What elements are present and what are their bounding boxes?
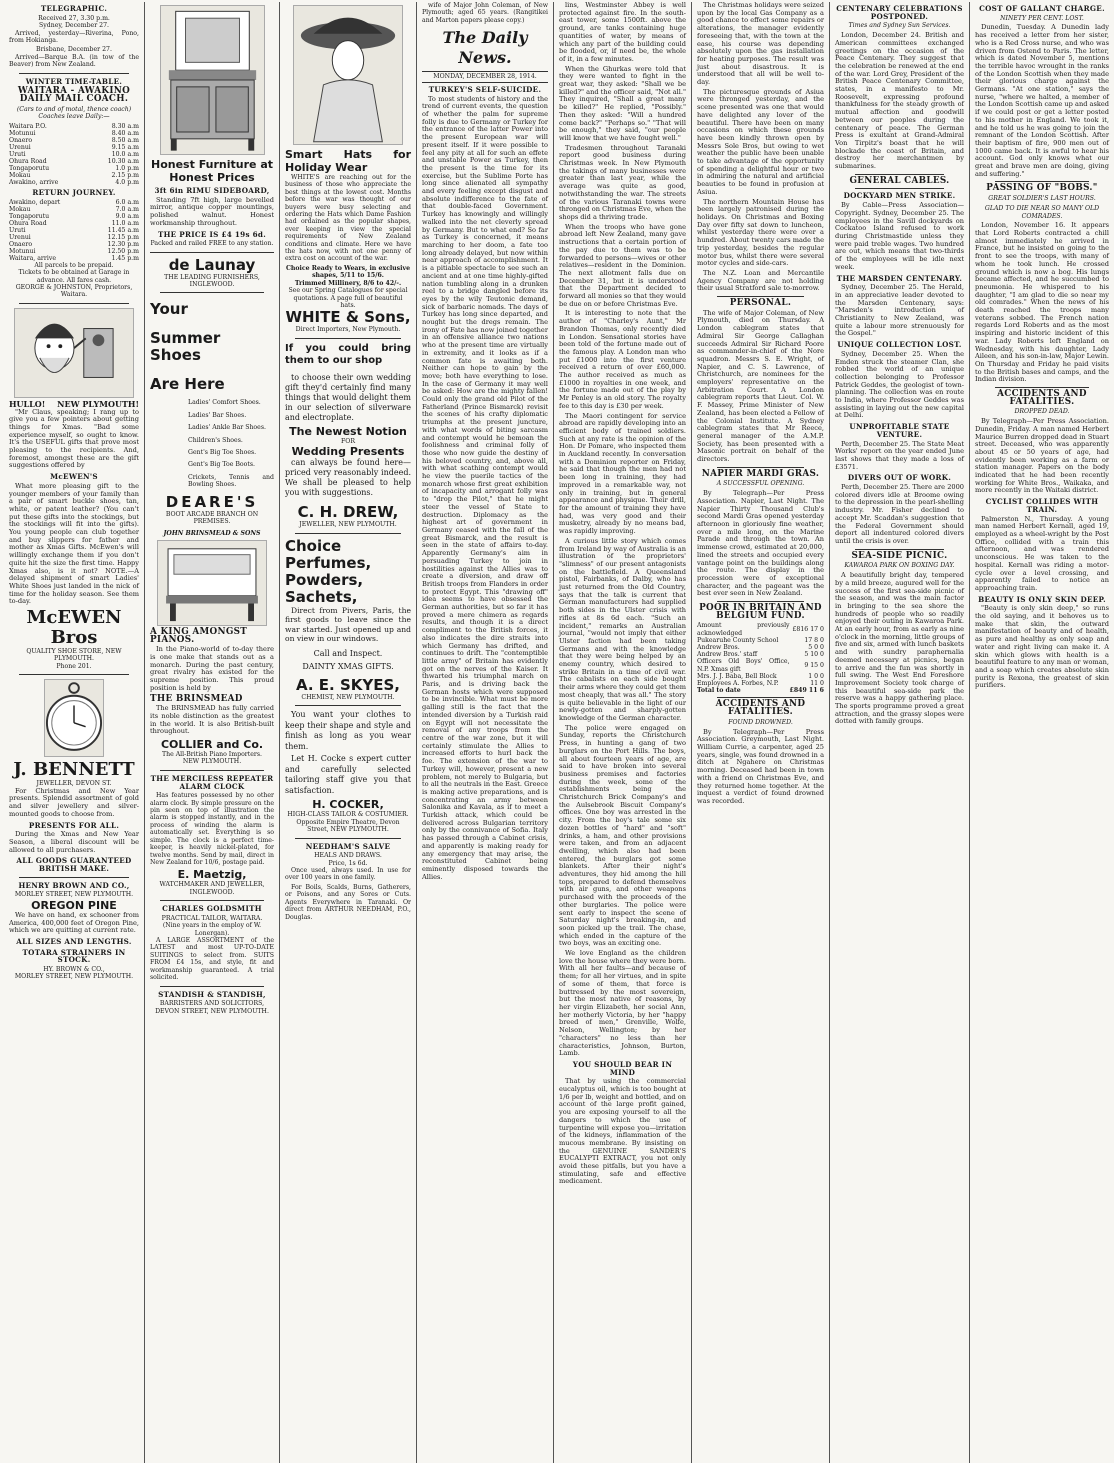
- mcewen-bros-phone: Phone 201.: [56, 662, 92, 670]
- shoes-list-item: Gent's Big Toe Boots.: [188, 461, 255, 469]
- merciless-heading: THE MERCILESS REPEATER ALARM CLOCK: [150, 773, 274, 791]
- coach-subheading: (Cars to and of motal, thence coach) Coaches leave Daily:—: [16, 105, 132, 121]
- shoes-list-item: Ladies' Comfort Shoes.: [188, 399, 261, 407]
- bobs-heading: PASSING OF "BOBS.": [986, 183, 1098, 194]
- shoes-list-item: Children's Shoes.: [188, 436, 243, 444]
- column-4: [417, 2, 554, 1463]
- dropped-dead-heading: DROPPED DEAD.: [1014, 408, 1070, 416]
- hats-catalogue: See our Spring Catalogues for special quotations. A page full of beautiful hats.: [288, 287, 408, 309]
- timetable-row: Mokau 7.0 a.m: [9, 205, 139, 213]
- cyclist-body: Palmerston N., Thursday. A young man named Herbert Kernall, aged 19, employed as a wheel-wright by the Post Office, collided with a train this afternoon, and was rendered unconscious. He was taken to the hospital. Kernall was riding a motor-cycle over a level crossing, and apparently failed to notice an approaching train.: [975, 514, 1109, 592]
- news-paragraph: Tradesmen throughout Taranaki report good business during Christmas week. In New Plymouth the takings of many businesses were greater than last year, while the average was quite as good, notwithstanding the war. The streets of the various Taranaki towns were thronged on Christmas Eve, when the shops did a thriving trade.: [559, 143, 686, 221]
- king-pianos-heading: A KING AMONGST PIANOS.: [150, 626, 248, 645]
- sideboard-heading: 3ft 6in RIMU SIDEBOARD,: [154, 186, 270, 195]
- goldsmith-heading: CHARLES GOLDSMITH: [162, 904, 262, 914]
- marsden-body: Sydney, December 25. The Herald, in an appreciative leader devoted to the Marsden Centenary, says: "Marsden's introduction of Christianity to New Zealand, was quite a labour more strenuously for the Gospel.": [835, 283, 964, 338]
- timetable-note: Tickets to be obtained at Garage in advance. All fares cash.: [18, 269, 130, 284]
- call-inspect: Call and Inspect.: [313, 648, 383, 658]
- collier-town: NEW PLYMOUTH.: [182, 758, 242, 766]
- accidents-heading-2: ACCIDENTS AND FATALITIES.: [997, 389, 1087, 407]
- editorial-headline: TURKEY'S SELF-SUICIDE.: [428, 84, 542, 94]
- news-paragraph: The N.Z. Loan and Mercantile Agency Company are not holding their usual Stratford sale to-morrow.: [697, 268, 824, 293]
- tele-line: Received 27, 3.30 p.m.: [38, 14, 110, 22]
- personal-heading: PERSONAL.: [729, 298, 792, 309]
- column-5: [554, 2, 692, 1463]
- fund-row: Employees A. Forbes, N.P. 11 0: [697, 680, 824, 688]
- hats-trimmed: Trimmed Millinery, 8/6 to 42/-.: [294, 279, 402, 287]
- deares-heading: DEARE'S: [165, 492, 259, 511]
- sideboard-text: Standing 7ft high, large bevelled mirror, antique copper mountings, polished walnut. Honest workmanship throughout.: [150, 195, 274, 227]
- return-journey-heading: RETURN JOURNEY.: [32, 188, 116, 198]
- fund-row: Amount previously acknowledged £816 17 0: [697, 622, 824, 637]
- standish-heading: STANDISH & STANDISH,: [158, 989, 266, 999]
- maetzig-heading: E. Maetzig,: [177, 868, 247, 882]
- timetable-row: Motunui 8.40 a.m: [9, 130, 139, 138]
- sea-side-picnic-heading: SEA-SIDE PICNIC.: [851, 550, 948, 561]
- dainty-gifts: DAINTY XMAS GIFTS.: [302, 662, 394, 672]
- choice-text: Direct from Pivers, Paris, the first goods to leave since the war started. Just opened up and on view in our windows.: [285, 605, 411, 644]
- price-sub: Packed and railed FREE to any station.: [150, 240, 274, 248]
- fund-table: [697, 622, 824, 694]
- timetable-row: Uruti 11.45 a.m: [9, 226, 139, 234]
- fund-row: Andrew Bros. 5 0 0: [697, 644, 824, 652]
- merciless-text: Has features possessed by no other alarm clock. By simple pressure on the pin seen on top of illustration the alarm is stopped instantly, and in the process of winding the alarm is automatically set. Everything is so simple. The clock is a perfect time-keeper, is heavily nickel-plated, for twelve months. Send by mail, direct in New Zealand for 10/6, postage paid.: [150, 792, 274, 866]
- timetable-row: Ohura Road 10.30 a.m: [9, 158, 139, 166]
- general-cables-heading: GENERAL CABLES.: [849, 175, 950, 186]
- bobs-sub-2: GLAD TO DIE NEAR SO MANY OLD COMRADES.: [984, 204, 1100, 220]
- column-7: [830, 2, 970, 1463]
- morley-street: MORLEY STREET, NEW PLYMOUTH.: [14, 973, 134, 981]
- hats-choice: Choice Ready to Wears, in exclusive shapes, 5/11 to 15/6.: [285, 264, 411, 280]
- mcewens-ad-text: What more pleasing gift to the younger members of your family than a pair of smart buckle shoes, tan, white, or patent leather? (You can't put these gifts into the stockings, but the stockings will fit into the gifts). You young people can club together and buy slippers for father and mother as Xmas Gifts. McEwen's will willingly exchange them if you don't quite hit the size the first time. Happy Xmas also, is it not? NOTE.—A delayed shipment of smart Ladies' White Shoes just landed in the nick of time for the holiday season. See them to-day.: [9, 481, 139, 606]
- all-sizes-heading: ALL SIZES AND LENGTHS.: [16, 936, 132, 946]
- telegraphic-heading: TELEGRAPHIC.: [40, 4, 108, 13]
- gallant-charge-body: Dunedin, Tuesday. A Dunedin lady has received a letter from her sister, who is a Red Cross nurse, and who was driven from Ostend to Paris. The letter, which is dated November 5, mentions the terrible havoc wrought in the ranks of the London Scottish when they made their glorious charge against the Germans. "At one station," says the nurse, "where we halted, a member of the London Scottish came up and asked if we could post or get a letter posted to his mother in England. We took it, and he told us he was going to join the remnant of the London Scottish. After their baptism of fire, 900 men out of 1000 came back. It is awful to hear his account. God only knows what our great and brave men are doing, giving and suffering.": [975, 23, 1109, 178]
- bring-text: to choose their own wedding gift they'd certainly find many things that would delight them in our selection of silverware and electroplate.: [285, 372, 411, 422]
- news-paragraph: We love England as the children love the house where they were born. With all her faults—and because of them; for all her virtues, and in spite of some of them, that force is buttressed by the most sovereign, but the most native of reasons, by her virgin Elizabeth, her social Ann, her motherly Victoria, by her "happy breed of men," Grenville, Wolfe, Nelson, Wellington; by her "characters" no less than her characteristics, Johnson, Burton, Lamb.: [559, 949, 686, 1058]
- beauty-body: "Beauty is only skin deep," so runs the old saying, and it behoves us to make that skin, the outward manifestation of beauty and of health, as pure and healthy as only soap and water and right living can make it. A skin which glows with health is a beautiful feature to any man or woman, and a soap which creates absolute skin purity is Rexona, the greatest of skin purifiers.: [975, 604, 1109, 690]
- gallant-charge-sub: NINETY PER CENT. LOST.: [1000, 14, 1084, 22]
- column-8: [970, 2, 1114, 1463]
- column-6: [692, 2, 830, 1463]
- cocker-ad-text: You want your clothes to keep their shape and style and finish as long as you wear them.: [285, 710, 411, 751]
- honest-furniture-heading: Honest Furniture at Honest Prices: [151, 158, 273, 184]
- wedding-text: can always be found here—priced very reasonably indeed. We shall be pleased to help you with suggestions.: [285, 458, 411, 498]
- hy-brown-sign: HY. BROWN & CO.,: [43, 966, 105, 974]
- mcewens-heading: McEWEN'S: [50, 472, 98, 482]
- needham-price: Price, 1s 6d.: [328, 859, 368, 867]
- goldsmith-sub: PRACTICAL TAILOR, WAITARA.: [161, 914, 263, 922]
- news-paragraph: When the troops who have gone abroad left New Zealand, many gave instructions that a certain portion of the pay due to them was to be forwarded to persons—wives or other relatives—resident in the Dominion. The next allotment falls due on December 31, but it is understood that the Department decided to forward all monies so that they would be due on or before Christmas Eve.: [559, 222, 686, 308]
- totara-heading: TOTARA STRAINERS IN STOCK.: [22, 947, 126, 965]
- column-4-top-text: wife of Major John Coleman, of New Plymouth; aged 65 years. (Rangitikei and Marton papers please copy.): [422, 2, 548, 24]
- napier-subheading: A SUCCESSFUL OPENING.: [716, 480, 805, 488]
- accidents-heading: ACCIDENTS AND FATALITIES.: [715, 699, 806, 718]
- bobs-sub: GREAT SOLDIER'S LAST HOURS.: [988, 195, 1096, 203]
- goldsmith-text-2: A LARGE ASSORTMENT of the LATEST and most UP-TO-DATE SUITINGS to select from. SUITS FROM £4 15s, and style, fit and workmanship guaranteed. A trial solicited.: [150, 937, 274, 982]
- price-heading: THE PRICE IS £4 19s 6d.: [157, 229, 267, 239]
- dropped-dead-body: By Telegraph—Per Press Association. Dunedin, Friday. A man named Herbert Maurice Burren dropped dead in Stuart street. Deceased, who was apparently about 45 or 50 years of age, had evidently been working as a farm or station manager. Papers on the body indicated that he had been recently working for White Bros., Waikaka, and more recently in the Waitaki district.: [975, 417, 1109, 495]
- picnic-body: A beautifully bright day, tempered by a mild breeze, augured well for the success of the first sea-side picnic of the season, and was the main factor in bringing to the sea shore the hundreds of people who so readily enjoyed their outing in Kawaroa Park. At an early hour, from as early as nine o'clock in the morning, little groups of five and six, armed with lunch baskets and with sundry paraphernalia deemed necessary at picnics, began to arrive and the fun was shortly in full swing. The West End Foreshore Improvement Society took charge of this beautiful sea-side park the reserve was a happy gathering place. The sports programme proved a great attraction, and the grassy slopes were dotted with family groups.: [835, 571, 964, 726]
- needham-heading: NEEDHAM'S SALVE: [305, 841, 391, 851]
- gallant-charge-heading: COST OF GALLANT CHARGE.: [979, 4, 1105, 13]
- whites-heading: WHITE & Sons,: [285, 308, 411, 327]
- guaranteed-heading: ALL GOODS GUARANTEED BRITISH MAKE.: [16, 856, 132, 874]
- timetable-row: Uruti 10.0 a.m: [9, 151, 139, 159]
- shoes-list-item: Ladies' Ankle Bar Shoes.: [188, 424, 266, 432]
- piano-illustration: [157, 540, 267, 626]
- news-paragraph: When the Ghurkas were told that they were wanted to fight in the great war, they asked: "Shall we be killed?" and the officer said, "Not all." They inquired, "Shall a great many be killed?" He replied, "Possibly." Then they asked: "Will a hundred come back?" "Perhaps so." "That will be enough," they said, "our people will know that we have fought well.": [559, 64, 686, 142]
- timetable-row: Motunui 12.50 p.m: [9, 247, 139, 255]
- timetable-row: Tongaporutu 9.0 a.m: [9, 212, 139, 220]
- fund-total-row: Total to date £849 11 6: [697, 687, 824, 695]
- news-paragraph: The picturesque grounds of Asiua were thronged yesterday, and the scene presented was one that would have delighted any lover of the beautiful. There have been on many occasions on which these grounds have been kindly thrown open by Messrs Sole Bros, but owing to wet weather the public have been unable to take advantage of the opportunity of spending a delightful hour or two in admiring the natural and artificial beauties to be found in profusion at Asiua.: [697, 87, 824, 196]
- timetable-row: Urenui 9.15 a.m: [9, 144, 139, 152]
- news-paragraph: The Christmas holidays were seized upon by the local Gas Company as a good chance to effect some repairs or alterations, the manager evidently foreseeing that, with the town at the ease, his course was depending absolutely upon the gas installation for heating purposes. The result was just about disastrous. It is understood that all will be well to-day.: [697, 2, 824, 87]
- centenary-body: London, December 24. British and American committees exchanged greetings on the occasion of the Peace Centenary. They suggest that the celebration be renewed at the end of the war. Lord Grey, President of the British Peace Centenary Committee, states, in a manifesto to Mr. Roosevelt, expressing profound thankfulness for the steady growth of mutual affection and goodwill between our peoples during the centenary of peace. The German Press is exultant at Grand-Admiral Von Tirpitz's boast that he will blockade the coast of Britain, and destroy her merchantmen by submarines.: [835, 31, 964, 171]
- whites-sub: Direct Importers, New Plymouth.: [295, 326, 401, 334]
- cocker-heading: H. COCKER,: [312, 798, 384, 812]
- bennett-ad-text-2: During the Xmas and New Year Season, a liberal discount will be allowed to all purchasers.: [9, 830, 139, 854]
- masthead: The Daily News.: [442, 28, 528, 68]
- bear-in-mind-heading: YOU SHOULD BEAR IN MIND: [572, 1059, 673, 1077]
- state-venture-heading: UNPROFITABLE STATE VENTURE.: [849, 422, 950, 439]
- new-plymouth-text: NEW PLYMOUTH!: [57, 398, 139, 409]
- column-1: [4, 2, 145, 1463]
- bennett-ad-text: For Christmas and New Year presents. Splendid assortment of gold and silver jewellery and silver-mounted goods to choose from.: [9, 786, 139, 818]
- needham-text-3: For Boils, Scalds, Burns, Gatherers, or Poisons, and any Sores or Cuts. Agents Everywhere in Taranaki. Or direct from ARTHUR NEEDHAM, P.O., Douglas.: [285, 883, 411, 921]
- timetable-row: Onaero 12.30 p.m: [9, 240, 139, 248]
- news-paragraph: The Maori contingent for service abroad are rapidly developing into an efficient body of trained soldiers. Such at any rate is the opinion of the Hon. Dr Pomare, who inspected them in Auckland recently. In conversation with a Dominion reporter on Friday, he said that though the men had not been long in training, they had improved in a remarkable way, not only in training, but in general appearance and physique. Their drill, for the amount of training they have had, was very good and their musketry, already by no means bad, was rapidly improving.: [559, 411, 686, 536]
- summer-shoes-text: Summer Shoes: [150, 329, 221, 365]
- standish-sub: BARRISTERS AND SOLICITORS, DEVON STREET, NEW PLYMOUTH.: [155, 1000, 269, 1015]
- dockyard-body: By Cable—Press Association—Copyright. Sydney, December 25. The employees in the Savill dockyards on Cockatoo Island refused to work during Christmastide unless they were paid treble wages. Two hundred are out, which means that two-thirds of the employees will be idle next week.: [835, 201, 964, 271]
- drew-sub: JEWELLER, NEW PLYMOUTH.: [299, 521, 397, 529]
- mcewen-bros-heading: McEWEN Bros: [26, 607, 122, 649]
- bennett-sub: JEWELLER, DEVON ST.: [36, 780, 112, 788]
- timetable-row: Urenui 12.15 p.m: [9, 233, 139, 241]
- smart-hats-heading: Smart Hats for Holiday Wear: [285, 148, 411, 174]
- santa-ad-text: "Mr Claus, speaking; I rang up to give you a few pointers about getting things for Xmas. "Bad some experience myself, so ought to know. It's the USEFUL gifts that prove most pleasing to the recipients. And, foremost, amongst these are the gift suggestions offered by: [9, 407, 139, 470]
- oregon-pine-text: We have on hand, ex schooner from America, 400,000 feet of Oregon Pine, which we are quitting at current rate.: [9, 910, 139, 935]
- marsden-heading: THE MARSDEN CENTENARY.: [836, 273, 963, 283]
- news-paragraph: A curious little story which comes from Ireland by way of Australia is an illustration of the proprietors' "slimness" of our present antagonists on the battlefield. A Queensland pistol, Fairbanks, of Dalby, who has just returned from the Old Country, says that the talk is current that German manufacturers had supplied both sides in the Ulster crisis with rifles at 8s 6d each. "Such an incident," remarks an Australian journal, "would not imply that either Ulster faction had been taking Germans and with the knowledge that they were being helped by an enemy country, which desired to strike Britain in a time of civil war. The cabalists on each side bought their arms where they could get them most cheaply, that was all." The story is quite believable in the light of our newly-gotten and sharply-gotten knowledge of the German character.: [559, 536, 686, 722]
- fund-row: Officers Old Boys' Office, N.P. Xmas gift 9 15 0: [697, 658, 824, 673]
- brinsmead-heading: THE BRINSMEAD: [150, 693, 243, 704]
- timetable-row: Ohura Road 11.0 a.m: [9, 219, 139, 227]
- bennett-heading: J. BENNETT: [13, 759, 135, 781]
- cyclist-heading: CYCLIST COLLIDES WITH TRAIN.: [985, 497, 1099, 514]
- santa-telephone-illustration: [14, 308, 134, 398]
- lady-hat-illustration: [293, 5, 403, 145]
- news-paragraph: lins, Westminster Abbey is well protected against fire. In the south-east tower, some 1500ft. above the ground, are tanks containing huge quantities of water, by means of which any part of the building could be flooded, or, if need be, the whole of it, in a few minutes.: [559, 2, 686, 63]
- tele-line: Arrived, yesterday—Riverina, Pono, from Hokianga.: [9, 29, 139, 44]
- news-paragraph: It is interesting to note that the author of "Charley's Aunt," Mr Brandon Thomas, only recently died in London. Sensational stories have been told of the fortune made out of the famous play. A London man who put £1000 into the first venture received a return of over £60,000. The author received as much as £1000 in royalties in one week, and the fortune made out of the play by Mr Penley is an old story. The royalty fee to this day is £30 per week.: [559, 309, 686, 410]
- drew-heading: C. H. DREW,: [297, 503, 399, 522]
- personal-body: The wife of Major Coleman, of New Plymouth, died on Thursday. A London cablegram states that Admiral Sir George Callaghan succeeds Admiral Sir Richard Poore as commander-in-chief of the Nore squadron. Messrs S. E. Wright, of Napier, and C. S. Lawrence, of Christchurch, are nominees for the employers' representative on the Arbitration Court. A London cablegram reports that Lieut. Col. W. F. Massey, Prime Minister of New Zealand, has been elected a Fellow of the Colonial Institute. A Sydney cablegram states that Mr Reece, general manager of the A.M.P. Society, has been presented with a Masonic portrait on behalf of the directors.: [697, 308, 824, 464]
- goldsmith-text: (Nine years in the employ of W. Lonergan).: [162, 922, 262, 937]
- timetable-row: Waitara P.O. 8.30 a.m: [9, 123, 139, 131]
- fund-row: Andrew Bros.' staff 5 10 0: [697, 651, 824, 659]
- news-paragraph: The police were engaged on Sunday, reports the Christchurch Press, in hunting a gang of two burglars on the Port Hills. The boys, all about fourteen years of age, are said to have broken into several business premises and factories during the week, some of the establishments being the Christchurch Brick Company's and the Aulsebrook Biscuit Company's offices. One boy was arrested in the city. From the boy's tale some six dozen bottles of "hard" and "soft" drinks, a ham, and other provisions were taken, and from an adjacent dwelling, which also had been entered, the burglars got some blankets. After their night's adventures, they hid among the hill tops, prepared to defend themselves with air guns, and other weapons purchased with the proceeds of the other burglaries. The police were sent early to inspect the scene of Saturday night's breaking-in, and soon picked up the trail. The chase, which ended in the capture of the two boys, was an exciting one.: [559, 723, 686, 948]
- for-text: FOR: [340, 437, 356, 445]
- winter-timetable-heading: WINTER TIME-TABLE.: [25, 76, 123, 86]
- timetable-row: Tongaporutu 1.0 p.m: [9, 165, 139, 173]
- coach-heading: WAITARA - AWAKINO DAILY MAIL COACH.: [17, 86, 131, 104]
- skyes-sub: CHEMIST, NEW PLYMOUTH.: [301, 693, 395, 701]
- are-here-text: Are Here: [150, 375, 225, 394]
- news-paragraph: The northern Mountain House has been largely patronised during the holidays. On Christmas and Boxing Day over fifty sat down to luncheon, whilst yesterday there were over a hundred. About twenty cars made the trip yesterday, besides the regular motor bus, whilst there were several motor cycles and side-cars.: [697, 197, 824, 268]
- column-3: [280, 2, 417, 1463]
- bring-heading: If you could bring them to our shop: [285, 342, 411, 366]
- centenary-heading: CENTENARY CELEBRATIONS POSTPONED.: [836, 4, 963, 21]
- presents-heading: PRESENTS FOR ALL.: [28, 820, 120, 830]
- piano-maker-name: JOHN BRINSMEAD & SONS: [163, 529, 261, 537]
- cocker-sub: HIGH-CLASS TAILOR & COSTUMIER. Opposite Empire Theatre, Devon Street, NEW PLYMOUTH.: [287, 811, 409, 834]
- divers-heading: DIVERS OUT OF WORK.: [847, 473, 952, 483]
- unique-collection-heading: UNIQUE COLLECTION LOST.: [837, 340, 962, 350]
- found-drowned-heading: FOUND DROWNED.: [728, 718, 793, 726]
- fund-row: Pukearuhe County School 17 8 0: [697, 636, 824, 644]
- column-2: [145, 2, 280, 1463]
- hats-text: WHITE'S are reaching out for the business of those who appreciate the best things at the lowest cost. Months before the war was thought of our buyers were busy selecting and ordering the Hats which Dame Fashion had ordained as the popular shapes, ever keeping in view the special requirements of New Zealand conditions and climate. Here we have the hats now, with not one penny of extra cost on account of the war.: [285, 174, 411, 263]
- sideboard-illustration: [160, 5, 265, 155]
- choice-perfumes-heading: Choice Perfumes, Powders, Sachets,: [285, 536, 372, 606]
- cocker-ad-text-2: Let H. Cocke s expert cutter and carefully selected tailoring staff give you that satisfaction.: [285, 754, 411, 795]
- centenary-sub: Times and Sydney Sun Services.: [848, 22, 951, 30]
- timetable-row: Onaero 8.50 a.m: [9, 137, 139, 145]
- timetable-note: GEORGE & JOHNSTON, Proprietors, Waitara.: [15, 283, 133, 299]
- divers-body: Perth, December 25. There are 2000 colored divers idle at Broome owing to the depression in the pearl-shelling industry. Mr. Fisher declined to accept Mr. Scaddan's suggestion that the Federal Government should deport all indentured colored divers until the crisis is over.: [835, 483, 964, 545]
- pocket-watch-illustration: [44, 679, 104, 757]
- dateline: MONDAY, DECEMBER 28, 1914.: [422, 71, 548, 83]
- piano-text: In the Piano-world of to-day there is one make that stands out as a monarch. During the past century, great rivalry has existed for the supreme position. This proud position is held by: [150, 645, 274, 692]
- beauty-heading: BEAUTY IS ONLY SKIN DEEP.: [978, 594, 1106, 604]
- henry-brown-sub: MORLEY STREET, NEW PLYMOUTH.: [14, 891, 134, 899]
- newest-notion-heading: The Newest Notion: [289, 424, 407, 438]
- state-venture-body: Perth, December 25. The State Meat Works' report on the year ended June last shows that they made a loss of £3571.: [835, 439, 964, 471]
- found-drowned-body: By Telegraph—Per Press Association. Greymouth, Last Night. William Currie, a carpenter, aged 25 years, single, was found drowned in a ditch at Ngahere on Christmas morning. Deceased had been in town with a friend on Christmas Eve, and they returned home together. At the inquest a verdict of found drowned was recorded.: [697, 727, 824, 805]
- de-launay-sub: THE LEADING FURNISHERS, INGLEWOOD.: [164, 273, 260, 289]
- mcewen-bros-sub: QUALITY SHOE STORE, NEW PLYMOUTH.: [26, 648, 122, 663]
- de-launay-heading: de Launay: [150, 252, 274, 274]
- coach-timetable: [9, 123, 139, 186]
- shoes-list-item: Ladies' Bar Shoes.: [188, 411, 247, 419]
- bobs-body: London, November 16. It appears that Lord Roberts contracted a chill almost immediately he arrived in France, but he insisted on going to the front to see the troops, with many of whom he took lunch. He crossed ground which is now a bog. His lungs became affected, and he succumbed to pneumonia. He whispered to his daughter, "I am glad to die so near my old comrades." When the news of his death reached the troops many veterans sobbed. The French nation regards Lord Roberts and as the most inspiring and historic incident of this war. Lady Roberts left England on Wednesday, with his daughter, Lady Aileen, and his son-in-law, Major Lewin. On Thursday and Friday he paid visits to the British bases and camps, and the Indian division.: [975, 221, 1109, 384]
- collier-heading: COLLIER and Co.: [160, 738, 264, 752]
- brinsmead-text: The BRINSMEAD has fully carried its noble distinction as the greatest in the world. It is also British-built throughout.: [150, 704, 274, 736]
- news-paragraph: That by using the commercial eucalyptus oil, which is too bought at 1/6 per lb, weight and bottled, and on account of the large profit gained, you are exposing yourself to all the dangers to which the use of turpentine will expose you—irritation of the kidneys, inflammation of the mucous membrane. By insisting on the GENUINE SANDER'S EUCALYPTI EXTRACT, you not only avoid these pitfalls, but you have a stimulating, safe and effective medicament.: [559, 1077, 686, 1186]
- editorial-body: To most students of history and the trend of current events, the question of whether the palm for supreme folly is due to Germany or Turkey for the entrance of the latter Power into the present European war will present itself. If it were possible to feel any pity at all for such an effete and unstable Power as Turkey, then the present is the time for its exercise, but the Sublime Porte has long since alienated all sympathy and every feeling except disgust and absolute indifference to the fate of that double-faced Government. Turkey has knowingly and willingly walked into the net cleverly spread by Germany. But to what end? So far as Turkey is concerned, it means marching to her doom, a fate too long already delayed, but now within near approach of accomplishment. It is a pitiable spectacle to see such an ancient and at one time highly-gifted nation tumbling along in a drunken reel to a bridge dangled before its eyes by the wily Teutonic demand, sick of barbaric nomads. The days of Turkey has long since departed, and nought but the dregs remain. The irony of Fate has now joined together in an offensive alliance two nations who at the present time are virtually in extremity, and it looks as if a common fate is awaiting both. Neither can hope to gain by the move; both have everything to lose. In the case of Germany it may well be asked: How are the mighty fallen! Could only the grand old Pilot of the Fatherland (Prince Bismarck) revisit the scenes of his crafty diplomatic triumphs at the present juncture, with what words of biting sarcasm and contempt would he bemoan the foolishness and criminal folly of those who now guide the destiny of his beloved country, and, above all, with what scathing contempt would he view the puerile tactics of the monarch whose first great exhibition of incapacity and arrogant folly was to "drop the Pilot," that he might steer the vessel of State to destruction. Diplomacy as the highest art of government in Germany ceased with the fall of the great Bismarck, and the result is seen in the state of affairs to-day. Apparently Germany's aim in persuading Turkey to join in hostilities against the Allies was to create a diversion, and draw off British troops from Flanders in order to protect Egypt. This "drawing off" idea seems to have obsessed the German authorities, but so far it has proved a mere chimera as regards results, and though it is a direct compliment to the British forces, it also indicates the dire straits into which Germany has drifted, and continues to drift. The "contemptible little army" of Britain has evidently got on the nerves of the Kaiser. It thwarted his triumphal march on Paris, and is driving back the German hosts which were supposed to be invincible. What must be more galling still is the fact that the intended diversion by a Turkish raid on Egypt will not necessitate the removal of any troops from the centre of the war zone, but it will certainly stimulate the Allies to increased efforts to hurl back the foe. The extension of the war to Turkey will, however, present a new problem, not merely to Bulgaria, but to all the neutrals in the East. Greece is making active preparations, and is concentrating an army between Salonika and Kavala, as if to meet a Turkish attack, which could be delivered across Bulgarian territory only by the connivance of Sofia. Italy has passed through a Cabinet crisis, and apparently is making ready for any emergency that may arise, the reconstituted Cabinet being eminently disposed towards the Allies.: [422, 94, 548, 881]
- timetable-row: Awakino, depart 6.0 a.m: [9, 198, 139, 206]
- skyes-heading: A. E. SKYES,: [295, 675, 400, 694]
- tele-line: Sydney, December 27.: [39, 22, 109, 30]
- napier-heading: NAPIER MARDI GRAS.: [701, 468, 820, 479]
- collier-sub: The All-British Piano Importers.: [161, 751, 263, 759]
- timetable-note: All parcels to be prepaid.: [34, 261, 114, 269]
- timetable-row: Waitara, arrive 1.45 p.m: [9, 254, 139, 262]
- hullo-text: HULLO!: [9, 398, 46, 409]
- maetzig-sub: WATCHMAKER AND JEWELLER, INGLEWOOD.: [159, 881, 265, 896]
- shoes-list-item: Gent's Big Toe Shoes.: [188, 449, 257, 457]
- timetable-row: Mokau 2.15 p.m: [9, 172, 139, 180]
- tele-line: Brisbane, December 27.: [36, 46, 112, 54]
- poor-fund-heading: POOR IN BRITAIN AND BELGIUM FUND.: [699, 603, 822, 621]
- napier-body: By Telegraph—Per Press Association. Napier, Last Night. The Napier Thirty Thousand Club's second Mardi Gras opened yesterday afternoon in gloriously fine weather, over a mile long, on the Marine Parade and through the town. An immense crowd, estimated at 20,000, lined the streets and occupied every vantage point on the buildings along the route. The display in the procession were of exceptional character, and the pageant was the best ever seen in New Zealand.: [697, 489, 824, 598]
- oregon-pine-heading: OREGON PINE: [31, 898, 117, 912]
- needham-text-2: Once used, always used. In use for over 100 years in one family.: [285, 867, 411, 882]
- deares-sub: BOOT ARCADE BRANCH ON PREMISES.: [165, 510, 259, 526]
- timetable-row: Awakino, arrive 4.0 p.m: [9, 179, 139, 187]
- tele-line: Arrived—Barque B.A. (in tow of the Beaver) from New Zealand.: [9, 53, 139, 69]
- return-timetable: [9, 199, 139, 262]
- your-text: Your: [150, 300, 188, 319]
- picnic-sub: KAWAROA PARK ON BOXING DAY.: [844, 562, 955, 570]
- needham-text: HEALS AND DRAWS.: [314, 852, 382, 860]
- shoes-list-item: Crickets, Tennis and Bowling Shoes.: [188, 473, 274, 489]
- unique-collection-body: Sydney, December 25. When the Emden struck the steamer Clan, she robbed the world of an unique collection belonging to Professor Patrick Geddes, the geologist of town-planning. The collection was en route to India, where Professor Geddes was assisting in laying out the new capital at Delhi.: [835, 349, 964, 420]
- dockyard-heading: DOCKYARD MEN STRIKE.: [843, 191, 956, 201]
- wedding-presents-heading: Wedding Presents: [291, 445, 405, 459]
- fund-row: Mrs. J. J. Baba, Bell Block 1 0 0: [697, 672, 824, 680]
- henry-brown-heading: HENRY BROWN AND CO.,: [18, 880, 130, 890]
